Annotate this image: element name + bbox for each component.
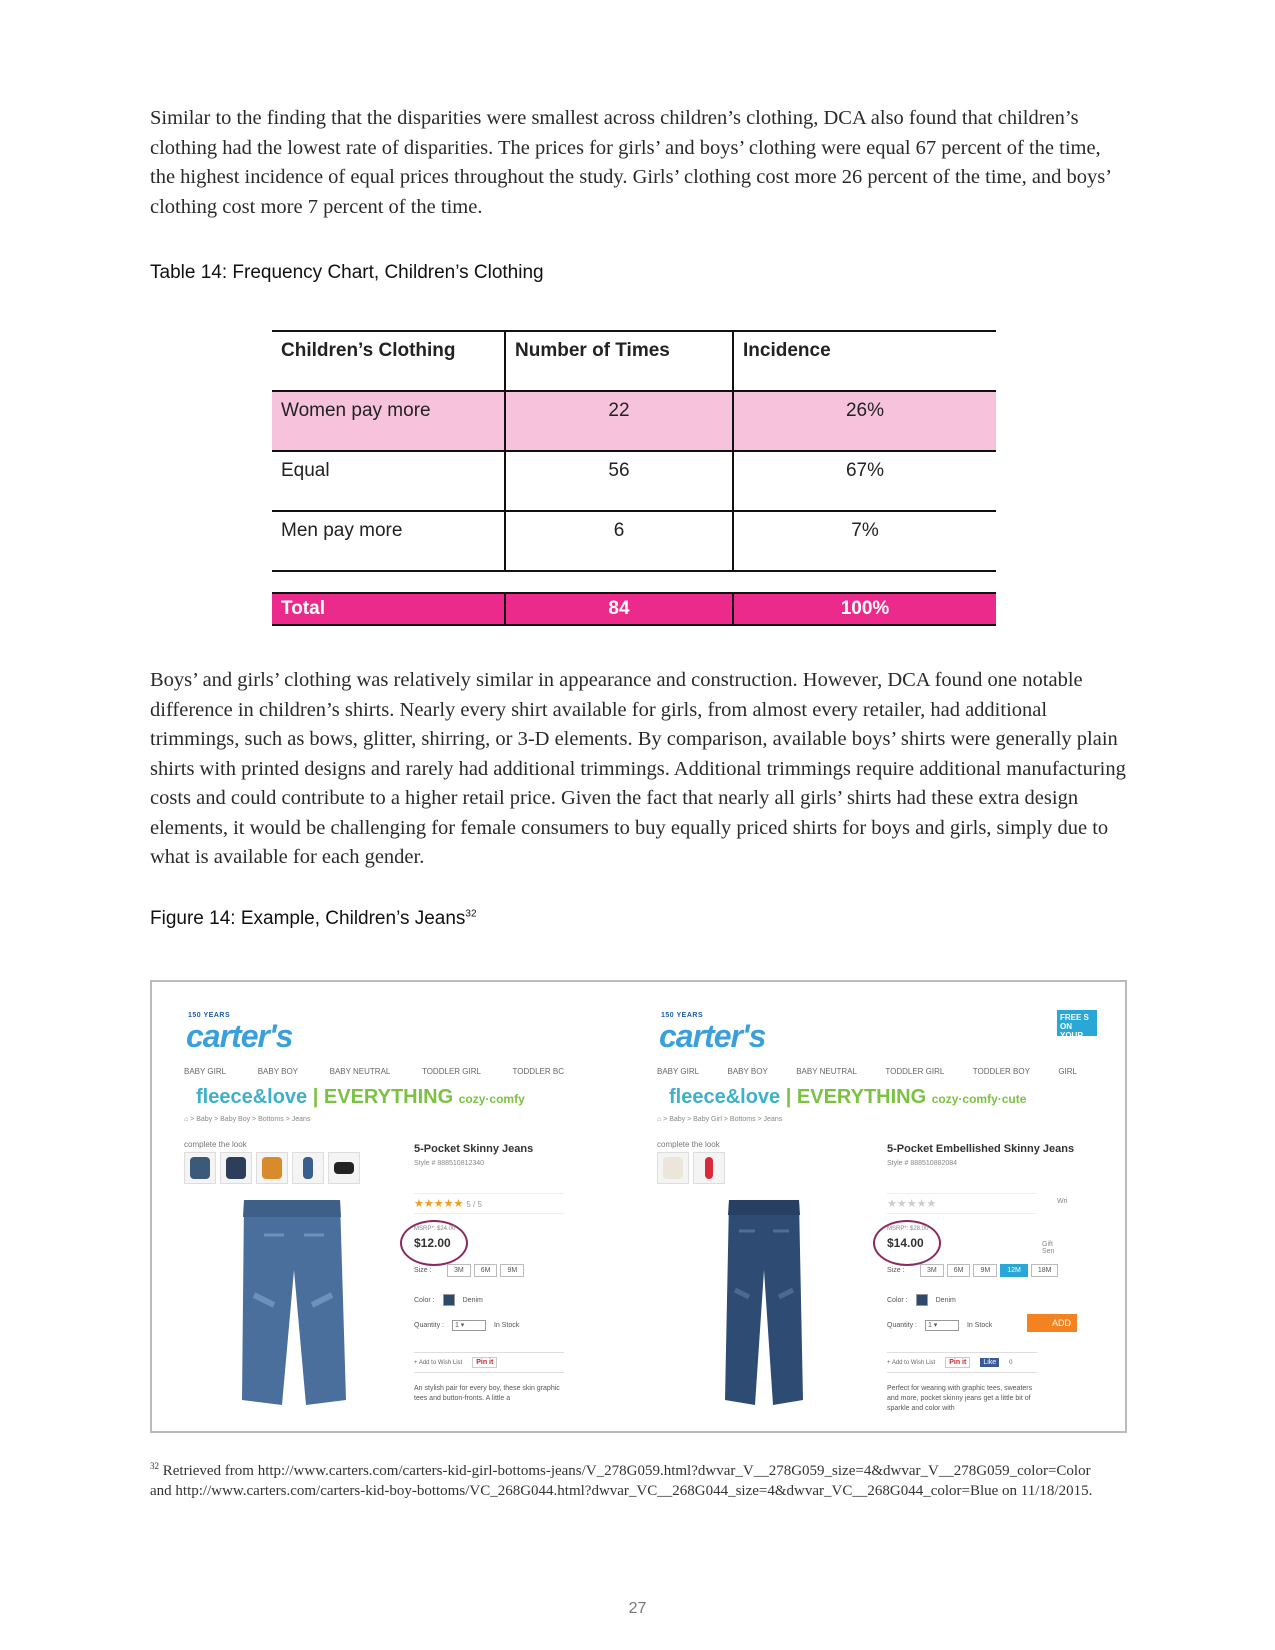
add-to-bag-button[interactable]: ADD bbox=[1027, 1314, 1077, 1332]
nav-item: BABY NEUTRAL bbox=[329, 1067, 391, 1076]
nav-item: TODDLER GIRL bbox=[885, 1067, 945, 1076]
row-incidence: 7% bbox=[733, 511, 996, 571]
figure-caption-text: Figure 14: Example, Children’s Jeans bbox=[150, 908, 466, 929]
size-option[interactable]: 9M bbox=[500, 1264, 524, 1277]
total-incidence: 100% bbox=[733, 593, 996, 625]
frequency-table bbox=[272, 330, 996, 626]
nav-item: BABY BOY bbox=[257, 1067, 299, 1076]
page-number: 27 bbox=[628, 1600, 647, 1617]
msrp: MSRP*: $28.00 bbox=[887, 1226, 929, 1232]
product-description: Perfect for wearing with graphic tees, sweaters and more, pocket skinny jeans get a little bit of sparkle and color with bbox=[887, 1385, 1033, 1412]
promo-banner bbox=[196, 1086, 566, 1109]
complete-look-thumbs bbox=[184, 1152, 360, 1184]
star-icon: ★★★★★ bbox=[887, 1198, 937, 1210]
gift-send-link[interactable]: Gift Sen bbox=[1042, 1241, 1055, 1255]
footnote-number: 32 bbox=[150, 1461, 159, 1471]
color-name: Denim bbox=[935, 1296, 956, 1304]
total-label: Total bbox=[272, 593, 505, 625]
product-description: An stylish pair for every boy, these skin graphic tees and button-fronts. A little a bbox=[414, 1385, 560, 1402]
rating-text: 5 / 5 bbox=[466, 1200, 482, 1209]
table-row-total bbox=[272, 593, 996, 625]
site-nav bbox=[184, 1067, 564, 1076]
stock-status: In Stock bbox=[966, 1322, 993, 1329]
table-caption: Table 14: Frequency Chart, Children’s Clothing bbox=[150, 262, 544, 283]
row-times: 22 bbox=[505, 391, 733, 451]
free-shipping-badge[interactable]: FREE S ON YOUR bbox=[1057, 1010, 1097, 1036]
figure-caption bbox=[150, 908, 477, 930]
logo-tagline: 150 YEARS bbox=[661, 1012, 704, 1019]
color-swatch[interactable] bbox=[916, 1294, 928, 1306]
row-incidence: 67% bbox=[733, 451, 996, 511]
size-option[interactable]: 9M bbox=[973, 1264, 997, 1277]
footnote bbox=[150, 1456, 1100, 1501]
size-option[interactable]: 6M bbox=[474, 1264, 498, 1277]
footnote-ref[interactable]: 32 bbox=[465, 908, 477, 920]
nav-item: TODDLER GIRL bbox=[421, 1067, 481, 1076]
size-option[interactable]: 6M bbox=[947, 1264, 971, 1277]
wish-list-link[interactable]: + Add to Wish List bbox=[887, 1359, 936, 1366]
thumb-accessory bbox=[693, 1152, 725, 1184]
price: $14.00 bbox=[887, 1236, 924, 1250]
msrp: MSRP*: $24.00 bbox=[414, 1226, 456, 1232]
total-times: 84 bbox=[505, 593, 733, 625]
header-childrens-clothing: Children’s Clothing bbox=[272, 331, 505, 391]
row-label: Equal bbox=[272, 451, 505, 511]
boys-jeans-image bbox=[234, 1195, 354, 1410]
thumb-shirt bbox=[184, 1152, 216, 1184]
size-option-selected[interactable]: 12M bbox=[1000, 1264, 1028, 1277]
quantity-label: Quantity : bbox=[414, 1322, 444, 1329]
color-label: Color : bbox=[887, 1296, 908, 1304]
nav-item: BABY NEUTRAL bbox=[796, 1067, 857, 1076]
row-times: 56 bbox=[505, 451, 733, 511]
pinterest-button[interactable]: Pin it bbox=[945, 1357, 970, 1368]
pinterest-button[interactable]: Pin it bbox=[472, 1357, 497, 1368]
jeans-comparison-figure bbox=[150, 980, 1127, 1433]
row-incidence: 26% bbox=[733, 391, 996, 451]
thumb-jeans bbox=[292, 1152, 324, 1184]
boys-product-screenshot bbox=[184, 1010, 564, 1420]
quantity-select[interactable]: 1 ▾ bbox=[452, 1320, 486, 1331]
header-incidence: Incidence bbox=[733, 331, 996, 391]
nav-item: GIRL bbox=[1058, 1067, 1077, 1076]
banner-cozy: cozy·comfy·cute bbox=[931, 1092, 1027, 1106]
complete-look-label: complete the look bbox=[657, 1140, 720, 1149]
facebook-like-button[interactable]: Like bbox=[980, 1358, 999, 1367]
row-label: Women pay more bbox=[272, 391, 505, 451]
product-title: 5-Pocket Embellished Skinny Jeans bbox=[887, 1143, 1075, 1155]
carters-logo: carter's bbox=[186, 1018, 293, 1054]
promo-banner bbox=[669, 1086, 1079, 1109]
size-option[interactable]: 3M bbox=[920, 1264, 944, 1277]
quantity-select[interactable]: 1 ▾ bbox=[925, 1320, 959, 1331]
nav-item: TODDLER BC bbox=[512, 1067, 564, 1076]
nav-item: BABY GIRL bbox=[657, 1067, 700, 1076]
color-label: Color : bbox=[414, 1296, 435, 1304]
size-selector bbox=[887, 1264, 1058, 1277]
product-title: 5-Pocket Skinny Jeans bbox=[414, 1143, 534, 1155]
color-swatch[interactable] bbox=[443, 1294, 455, 1306]
banner-fleece: fleece&love bbox=[669, 1086, 781, 1108]
share-row bbox=[887, 1352, 1037, 1373]
nav-item: BABY BOY bbox=[727, 1067, 768, 1076]
table-spacer bbox=[272, 571, 996, 593]
style-number: Style # 888510812340 bbox=[414, 1160, 485, 1167]
row-label: Men pay more bbox=[272, 511, 505, 571]
color-name: Denim bbox=[462, 1296, 483, 1304]
size-label: Size : bbox=[414, 1267, 432, 1274]
like-count: 0 bbox=[1009, 1359, 1013, 1366]
thumb-shoes bbox=[328, 1152, 360, 1184]
thumb-hoodie bbox=[256, 1152, 288, 1184]
girls-jeans-image bbox=[717, 1195, 812, 1410]
table-row-women bbox=[272, 391, 996, 451]
quantity-selector bbox=[414, 1320, 519, 1331]
rating bbox=[414, 1193, 564, 1214]
girls-product-screenshot bbox=[657, 1010, 1089, 1420]
wish-list-link[interactable]: + Add to Wish List bbox=[414, 1359, 463, 1366]
table-row-equal bbox=[272, 451, 996, 511]
banner-fleece: fleece&love bbox=[196, 1086, 308, 1108]
site-nav bbox=[657, 1067, 1077, 1076]
banner-cozy: cozy·comfy bbox=[458, 1092, 525, 1106]
breadcrumb: ⌂ > Baby > Baby Boy > Bottoms > Jeans bbox=[184, 1116, 311, 1123]
rating bbox=[887, 1193, 1037, 1214]
size-selector bbox=[414, 1264, 524, 1277]
table-header-row bbox=[272, 331, 996, 391]
trimmings-paragraph: Boys’ and girls’ clothing was relatively similar in appearance and construction. However, DCA found one notable difference in children’s shirts. Nearly every shirt available for girls, from almost every retailer, had additional trimmings, such as bows, glitter, shirring, or 3-D elements. By comparison, available boys’ shirts were generally plain shirts with printed designs and rarely had additional trimmings. Additional trimmings require additional manufacturing costs and could contribute to a higher retail price. Given the fact that nearly all girls’ shirts had these extra design elements, it would be challenging for female consumers to buy equally priced shirts for boys and girls, simply due to what is available for each gender. bbox=[150, 669, 1126, 868]
nav-item: BABY GIRL bbox=[184, 1067, 227, 1076]
header-number-of-times: Number of Times bbox=[505, 331, 733, 391]
stock-status: In Stock bbox=[493, 1322, 520, 1329]
color-selector bbox=[414, 1294, 483, 1306]
breadcrumb: ⌂ > Baby > Baby Girl > Bottoms > Jeans bbox=[657, 1116, 783, 1123]
table-row-men bbox=[272, 511, 996, 571]
complete-look-thumbs bbox=[657, 1152, 725, 1184]
thumb-jacket bbox=[220, 1152, 252, 1184]
size-option[interactable]: 18M bbox=[1031, 1264, 1059, 1277]
thumb-sweater bbox=[657, 1152, 689, 1184]
complete-look-label: complete the look bbox=[184, 1140, 247, 1149]
nav-item: TODDLER BOY bbox=[972, 1067, 1030, 1076]
quantity-label: Quantity : bbox=[887, 1322, 917, 1329]
carters-logo: carter's bbox=[659, 1018, 766, 1054]
star-icon: ★★★★★ bbox=[414, 1198, 464, 1210]
write-review-link[interactable]: Wri bbox=[1057, 1198, 1068, 1205]
size-label: Size : bbox=[887, 1267, 905, 1274]
color-selector bbox=[887, 1294, 956, 1306]
footnote-text: Retrieved from http://www.carters.com/carters-kid-girl-bottoms-jeans/V_278G059.html?dwvar_V__278G059_size=4&dwvar_V__278G059_color=Color and http://www.carters.com/carters-kid-boy-bottoms/VC_268G044.html?dwvar_VC__268G044_size=4&dwvar_VC__268G044_color=Blue on 11/18/2015. bbox=[150, 1463, 1093, 1499]
size-option[interactable]: 3M bbox=[447, 1264, 471, 1277]
logo-tagline: 150 YEARS bbox=[188, 1012, 231, 1019]
row-times: 6 bbox=[505, 511, 733, 571]
style-number: Style # 888510882084 bbox=[887, 1160, 958, 1167]
intro-paragraph: Similar to the finding that the disparities were smallest across children’s clothing, DCA also found that children’s clothing had the lowest rate of disparities. The prices for girls’ and boys’ clothing were equal 67 percent of the time, the highest incidence of equal prices throughout the study. Girls’ clothing cost more 26 percent of the time, and boys’ clothing cost more 7 percent of the time. bbox=[150, 107, 1111, 218]
share-row bbox=[414, 1352, 564, 1373]
quantity-selector bbox=[887, 1320, 992, 1331]
banner-everything: | EVERYTHING bbox=[785, 1086, 927, 1108]
price: $12.00 bbox=[414, 1236, 451, 1250]
banner-everything: | EVERYTHING bbox=[312, 1086, 454, 1108]
